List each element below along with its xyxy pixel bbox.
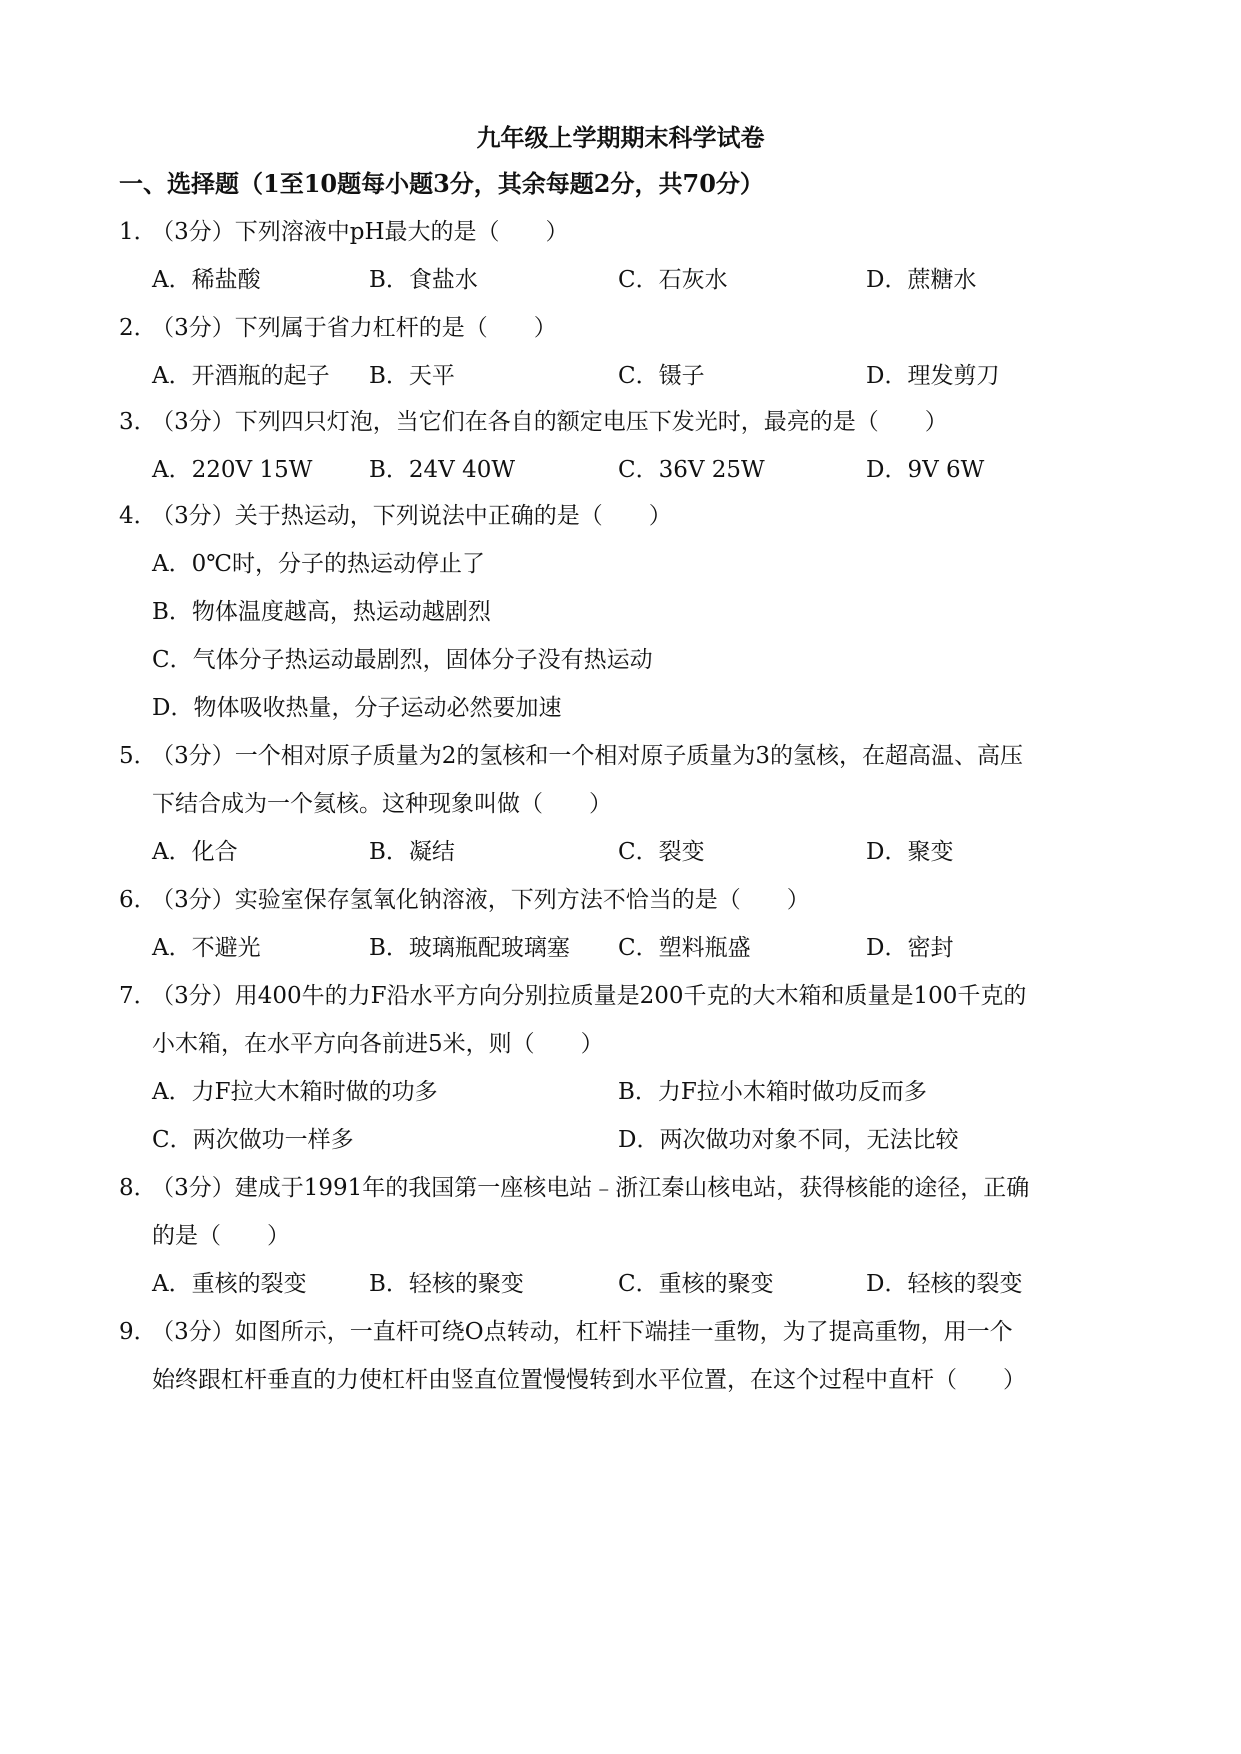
question-3-option-c: C．36V 25W	[618, 457, 765, 483]
question-4-option-c: C．气体分子热运动最剧烈，固体分子没有热运动	[152, 647, 653, 673]
question-3-stem	[119, 406, 948, 438]
question-6-stem	[119, 884, 810, 916]
question-5-option-d: D．聚变	[866, 839, 954, 865]
question-7-option-d: D．两次做功对象不同，无法比较	[618, 1127, 959, 1153]
question-text: （3分）用400牛的力F沿水平方向分别拉质量是200千克的大木箱和质量是100千克的	[162, 983, 1027, 1009]
question-number: 8．	[119, 1175, 157, 1201]
question-text: （3分）建成于1991年的我国第一座核电站﹣浙江秦山核电站，获得核能的途径，正确	[162, 1175, 1030, 1201]
question-6-option-a: A．不避光	[152, 935, 261, 961]
question-text: （3分）实验室保存氢氧化钠溶液，下列方法不恰当的是（ ）	[162, 887, 810, 913]
question-3-option-a: A．220V 15W	[152, 457, 313, 483]
question-5-continuation: 下结合成为一个氦核。这种现象叫做（ ）	[152, 791, 612, 817]
question-number: 9．	[119, 1319, 157, 1345]
question-5-option-a: A．化合	[152, 839, 238, 865]
question-text: （3分）下列属于省力杠杆的是（ ）	[162, 315, 557, 341]
question-7-option-b: B．力F拉小木箱时做功反而多	[618, 1079, 927, 1105]
question-7-option-a: A．力F拉大木箱时做的功多	[152, 1079, 438, 1105]
question-number: 4．	[119, 503, 157, 529]
question-2-option-b: B．天平	[369, 363, 455, 389]
question-6-option-b: B．玻璃瓶配玻璃塞	[369, 935, 570, 961]
question-number: 7．	[119, 983, 157, 1009]
question-2-option-d: D．理发剪刀	[866, 363, 1000, 389]
page-title: 九年级上学期期末科学试卷	[476, 123, 765, 152]
question-4-stem	[119, 500, 672, 532]
question-text: （3分）一个相对原子质量为2的氢核和一个相对原子质量为3的氢核，在超高温、高压	[162, 743, 1024, 769]
question-5-option-b: B．凝结	[369, 839, 455, 865]
question-7-stem	[119, 980, 1026, 1012]
question-number: 1．	[119, 219, 157, 245]
question-2-option-c: C．镊子	[618, 363, 705, 389]
question-9-stem	[119, 1316, 1013, 1348]
question-1-option-a: A．稀盐酸	[152, 267, 261, 293]
question-8-option-d: D．轻核的裂变	[866, 1271, 1023, 1297]
question-3-option-b: B．24V 40W	[369, 457, 515, 483]
question-text: （3分）如图所示，一直杆可绕O点转动，杠杆下端挂一重物，为了提高重物，用一个	[162, 1319, 1013, 1345]
question-4-option-a: A．0℃时，分子的热运动停止了	[152, 551, 485, 577]
question-number: 2．	[119, 315, 157, 341]
question-number: 6．	[119, 887, 157, 913]
question-7-continuation: 小木箱，在水平方向各前进5米，则（ ）	[152, 1031, 604, 1057]
question-4-option-d: D．物体吸收热量，分子运动必然要加速	[152, 695, 562, 721]
question-6-option-d: D．密封	[866, 935, 954, 961]
question-4-option-b: B．物体温度越高，热运动越剧烈	[152, 599, 491, 625]
question-1-option-b: B．食盐水	[369, 267, 478, 293]
question-8-stem	[119, 1172, 1029, 1204]
question-text: （3分）关于热运动，下列说法中正确的是（ ）	[162, 503, 672, 529]
question-3-option-d: D．9V 6W	[866, 457, 985, 483]
question-2-stem	[119, 312, 557, 344]
question-8-continuation: 的是（ ）	[152, 1223, 290, 1249]
question-5-stem	[119, 740, 1023, 772]
question-1-option-d: D．蔗糖水	[866, 267, 977, 293]
question-number: 3．	[119, 409, 157, 435]
question-1-stem	[119, 216, 569, 248]
question-8-option-a: A．重核的裂变	[152, 1271, 307, 1297]
question-8-option-b: B．轻核的聚变	[369, 1271, 524, 1297]
question-8-option-c: C．重核的聚变	[618, 1271, 774, 1297]
question-2-option-a: A．开酒瓶的起子	[152, 363, 330, 389]
question-number: 5．	[119, 743, 157, 769]
question-7-option-c: C．两次做功一样多	[152, 1127, 354, 1153]
section-heading: 一、选择题（1至10题每小题3分，其余每题2分，共70分）	[119, 169, 764, 198]
question-9-continuation: 始终跟杠杆垂直的力使杠杆由竖直位置慢慢转到水平位置，在这个过程中直杆（ ）	[152, 1367, 1026, 1393]
question-5-option-c: C．裂变	[618, 839, 705, 865]
question-6-option-c: C．塑料瓶盛	[618, 935, 751, 961]
question-text: （3分）下列四只灯泡，当它们在各自的额定电压下发光时，最亮的是（ ）	[162, 409, 948, 435]
question-1-option-c: C．石灰水	[618, 267, 728, 293]
question-text: （3分）下列溶液中pH最大的是（ ）	[162, 219, 569, 245]
